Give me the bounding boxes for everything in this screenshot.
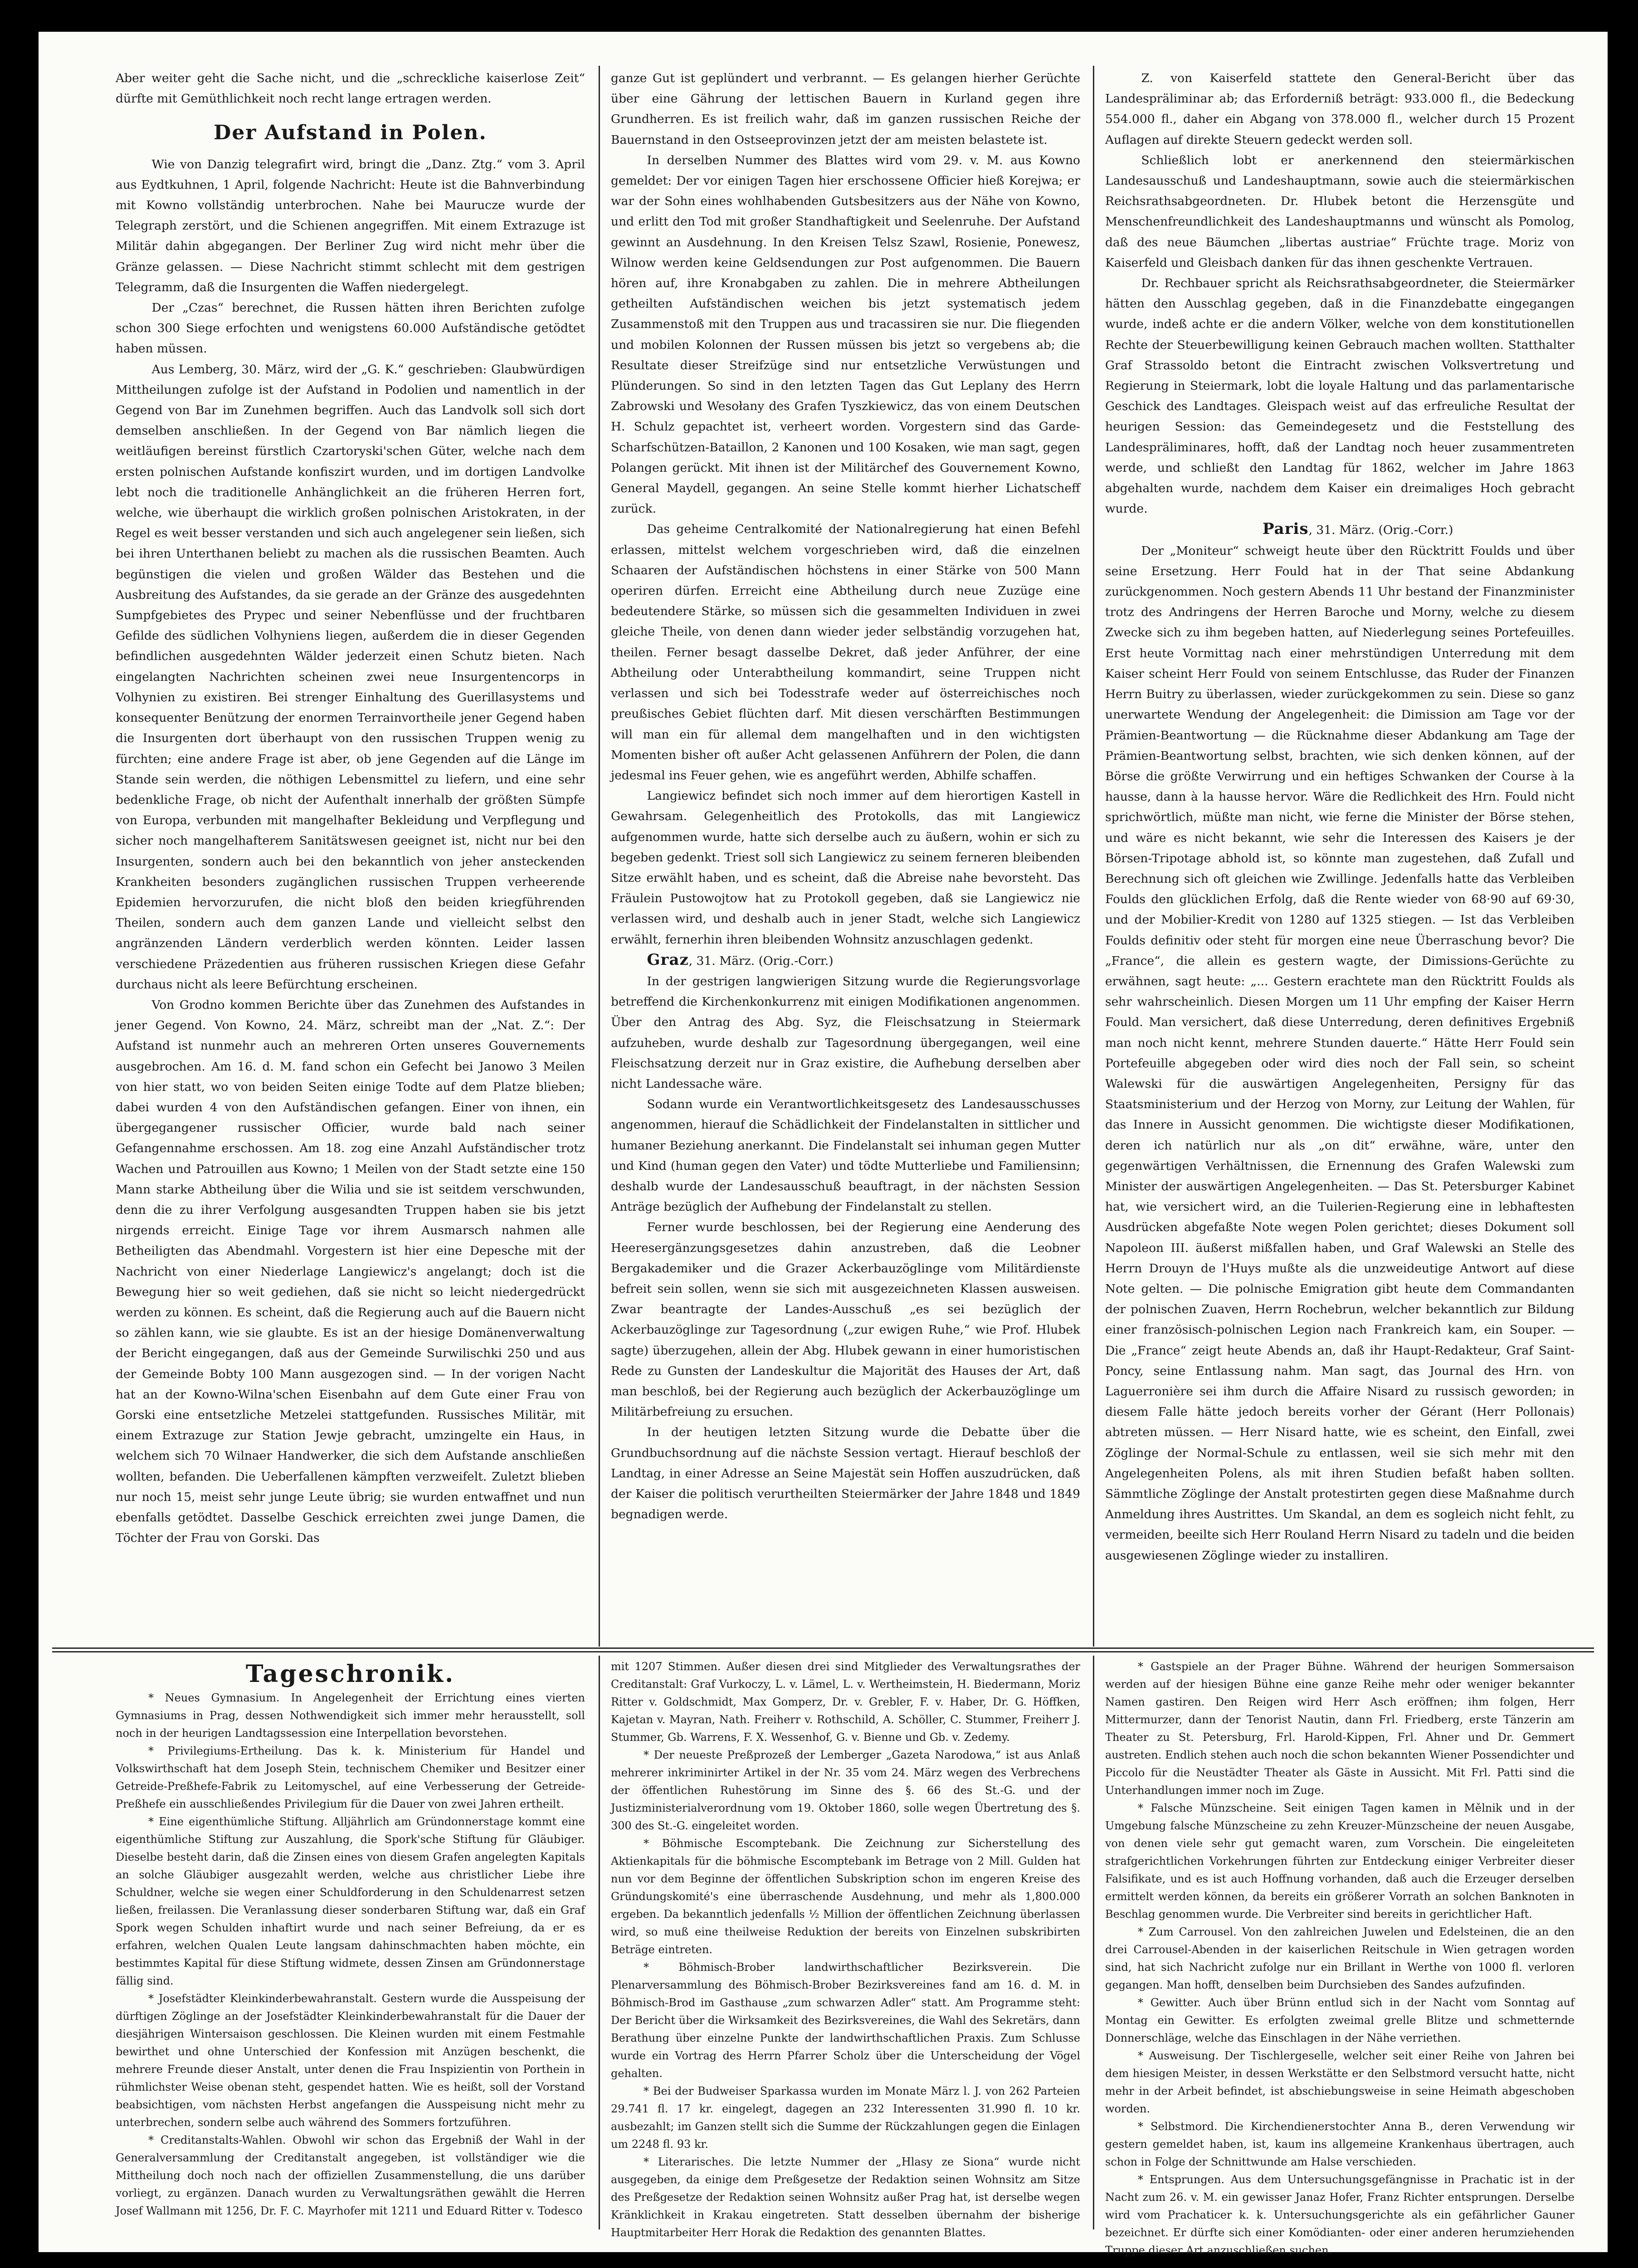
dateline-place: Graz <box>647 950 689 969</box>
chronicle-item: * Böhmisch-Brober landwirthschaftlicher Bezirksverein. Die Plenarversammlung des Böhmisch-Brober Bezirksvereines fand am 16. d. M. in Böhmisch-Brod im Gasthause „zum schwarzen Adler“ statt. Am Programme steht: Der Bericht über die Wirksamkeit des Bezirksvereines, die Wahl des Sekretärs, dann Berathung über einzelne Punkte der landwirthschaftlichen Praxis. Zum Schlusse wurde ein Vortrag des Herrn Pfarrer Scholz über die Unterscheidung der Vögel gehalten. <box>611 1961 1080 2080</box>
paragraph: Das geheime Centralkomité der Nationalregierung hat einen Befehl erlassen, mittelst welchem vorgeschrieben wird, daß die einzelnen Schaaren der Aufständischen höchstens in einer Stärke von 500 Mann operiren dürfen. Erreicht eine Abtheilung durch neue Zuzüge eine bedeutendere Stärke, so müssen sich die gesammelten Individuen in zwei gleiche Theile, von denen dann wieder jeder selbständig vorzugehen hat, theilen. Ferner besagt dasselbe Dekret, daß jeder Anführer, der eine Abtheilung oder Unterabtheilung kommandirt, seine Truppen nicht verlassen und sich bei Todesstrafe weder auf österreichisches noch preußisches Gebiet flüchten darf. Mit diesen verschärften Bestimmungen will man ein für allemal dem mangelhaften und in den wichtigsten Momenten bisher oft außer Acht gelassenen Anführern der Polen, die dann jedesmal ins Feuer gehen, wie es angeführt werden, Abhilfe schaffen. <box>611 522 1080 782</box>
dateline <box>1105 519 1575 540</box>
chronicle-item: * Falsche Münzscheine. Seit einigen Tagen kamen in Mělnik und in der Umgebung falsche Münzscheine zu zehn Kreuzer-Münzscheine der neuen Ausgabe, von denen viele sehr gut gemacht waren, zum Vorschein. Die eingeleiteten strafgerichtlichen Vorkehrungen führten zur Entdeckung einiger Verbreiter dieser Falsifikate, und es ist auch Hoffnung vorhanden, daß auch die Erzeuger derselben ermittelt werden können, da bereits ein größerer Vorrath an solchen Banknoten in Beschlag genommen wurde. Die Verbreiter sind bereits in gerichtlicher Haft. <box>1105 1802 1575 1921</box>
section-heading: Tageschronik. <box>245 1660 455 1688</box>
paragraph: Dr. Rechbauer spricht als Reichsrathsabgeordneter, die Steiermärker hätten den Ausschlag gegeben, daß in die Finanzdebatte eingegangen wurde, indeß achte er die andern Völker, welche von dem konstitutionellen Rechte der Steuerbewilligung keinen Gebrauch machen wollten. Statthalter Graf Strassoldo betont die Eintracht zwischen Volksvertretung und Regierung in Steiermark, lobt die loyale Haltung und das parlamentarische Geschick des Landtages. Gleispach weist auf das erfreuliche Resultat der heurigen Session: das Gemeindegesetz und die Feststellung des Landespräliminares, hofft, daß der Landtag noch heuer zusammentreten werde, und schließt den Landtag für 1862, welcher im Jahre 1863 abgehalten wurde, nachdem dem Kaiser ein dreimaliges Hoch gebracht wurde. <box>1105 276 1575 516</box>
paragraph: In derselben Nummer des Blattes wird vom 29. v. M. aus Kowno gemeldet: Der vor einigen Tagen hier erschossene Officier hieß Korejwa; er war der Sohn eines wohlhabenden Gutsbesitzers aus der Nähe von Kowno, und erlitt den Tod mit großer Standhaftigkeit und Seelenruhe. Der Aufstand gewinnt an Ausdehnung. In den Kreisen Telsz Szawl, Rosienie, Ponewesz, Wilnow werden keine Geldsendungen zur Post aufgenommen. Die Bauern hören auf, ihre Kronabgaben zu zahlen. Die in mehrere Abtheilungen getheilten Aufständischen weichen bis jetzt systematisch jedem Zusammenstoß mit den Truppen aus und tracassiren sie nur. Die fliegenden und mobilen Kolonnen der Russen müssen bis jetzt so vergebens ab; die Resultate dieser Streifzüge sind nur entsetzliche Verwüstungen und Plünderungen. So sind in den letzten Tagen das Gut Leplany des Herrn Zabrowski und Wesołany des Grafen Tyszkiewicz, das von einem Deutschen H. Schulz gepachtet ist, verheert worden. Vorgestern sind das Garde-Scharfschützen-Bataillon, 2 Kanonen und 100 Kosaken, wie man sagt, gegen Polangen gerückt. Mit ihnen ist der Militärchef des Gouvernement Kowno, General Maydell, gegangen. An seine Stelle kommt hierher Lichatscheff zurück. <box>611 153 1080 516</box>
chronicle-item: * Böhmische Escomptebank. Die Zeichnung zur Sicherstellung des Aktienkapitals für die böhmische Escomptebank im Betrage von 2 Mill. Gulden hat nun vor dem Beginne der öffentlichen Subskription schon im engeren Kreise des Gründungskomité's eine überraschende Ausdehnung, und mehr als 1,800.000 ergeben. Da bekanntlich jedenfalls ½ Million der öffentlichen Zeichnung überlassen wird, so muß eine theilweise Reduktion der bereits von Einzelnen subskribirten Beträge eintreten. <box>611 1837 1080 1956</box>
chronicle-item: * Neues Gymnasium. In Angelegenheit der Errichtung eines vierten Gymnasiums in Prag, dessen Nothwendigkeit sich immer mehr herausstellt, soll noch in der heurigen Landtagssession eine Interpellation bevorstehen. <box>116 1691 585 1740</box>
column-divider <box>1093 66 1094 1647</box>
paragraph: In der heutigen letzten Sitzung wurde die Debatte über die Grundbuchsordnung auf die nächste Session vertagt. Hierauf beschloß der Landtag, in einer Adresse an Seine Majestät sein Hoffen auszudrücken, daß der Kaiser die politisch verurtheilten Steiermärker der Jahre 1848 und 1849 begnadigen werde. <box>611 1425 1080 1522</box>
paragraph: Wie von Danzig telegrafirt wird, bringt die „Danz. Ztg.“ vom 3. April aus Eydtkuhnen, 1 April, folgende Nachricht: Heute ist die Bahnverbindung mit Kowno vollständig unterbrochen. Nahe bei Maurucze wurde der Telegraph zerstört, und die Schienen angegriffen. Mit einem Extrazuge ist Militär dahin abgegangen. Der Berliner Zug wird nicht mehr über die Gränze gelassen. — Diese Nachricht stimmt schlecht mit dem gestrigen Telegramm, daß die Insurgenten die Waffen niedergelegt. <box>116 157 585 294</box>
article-heading: Der Aufstand in Polen. <box>214 121 487 145</box>
paragraph: Schließlich lobt er anerkennend den steiermärkischen Landesausschuß und Landeshauptmann, sowie auch die steiermärkischen Reichsrathsabgeordneten. Dr. Hlubek betont die Herzensgüte und Menschenfreundlichkeit des Landeshauptmanns und wünscht als Pomolog, daß des neue Bäumchen „libertas austriae“ Früchte trage. Moriz von Kaiserfeld und Gleisbach danken für das ihnen geschenkte Vertrauen. <box>1105 153 1575 270</box>
paragraph: In der gestrigen langwierigen Sitzung wurde die Regierungsvorlage betreffend die Kirchenkonkurrenz mit einigen Modifikationen angenommen. Über den Antrag des Abg. Syz, die Fleischsatzung in Steiermark aufzuheben, wurde deshalb zur Tagesordnung übergegangen, weil eine Fleischsatzung derzeit nur in Graz existire, die Aufhebung derselben aber nicht Landessache wäre. <box>611 974 1080 1091</box>
column-2 <box>611 68 1080 1644</box>
paragraph: Langiewicz befindet sich noch immer auf dem hierortigen Kastell in Gewahrsam. Gelegenheitlich des Protokolls, das mit Langiewicz aufgenommen wurde, hatte sich derselbe auch zu äußern, wohin er sich zu begeben gedenkt. Triest soll sich Langiewicz zu seinem ferneren bleibenden Sitze erwählt haben, und es scheint, daß die Abreise nahe bevorsteht. Das Fräulein Pustowojtow hat zu Protokoll gegeben, daß sie Langiewicz nie verlassen wird, und deshalb auch in jener Stadt, welche sich Langiewicz erwählt, fernerhin ihren bleibenden Wohnsitz anzuschlagen gedenkt. <box>611 789 1080 947</box>
chronicle-item: * Selbstmord. Die Kirchendienerstochter Anna B., deren Verwendung wir gestern gemeldet haben, ist, kaum ins allgemeine Krankenhaus übertragen, auch schon in Folge der Schnittwunde am Halse verschieden. <box>1105 2120 1575 2168</box>
section-divider <box>52 1647 1594 1649</box>
column-divider <box>1093 1656 1094 2229</box>
column-divider <box>599 1656 600 2229</box>
chronicle-item: * Eine eigenthümliche Stiftung. Alljährlich am Gründonnerstage kommt eine eigenthümliche Stiftung zur Auszahlung, die Spork'sche Stiftung für Gläubiger. Dieselbe besteht darin, daß die Zinsen eines von diesem Grafen angelegten Kapitals an solche Gläubiger ausgezahlt werden, welche aus christlicher Liebe ihre Schuldner, welche sie wegen einer Schuldforderung in den Schuldenarrest setzen ließen, freilassen. Die Veranlassung dieser sonderbaren Stiftung war, daß ein Graf Spork wegen Schulden inhaftirt wurde und nach seiner Befreiung, da er es erfahren, welchen Qualen Leute langsam dahinschmachten haben möchte, ein bestimmtes Kapital für diese Stiftung widmete, dessen Zinsen am Gründonnerstage fällig sind. <box>116 1815 585 1987</box>
dateline-date: , 31. März. (Orig.-Corr.) <box>1308 523 1453 538</box>
column-divider <box>599 66 600 1647</box>
chronicle-item: * Literarisches. Die letzte Nummer der „Hlasy ze Siona“ wurde nicht ausgegeben, da einige dem Preßgesetze der Redaktion seinen Wohnsitz am Sitze des Preßgesetze der Redaktion seinen Wohnsitz außer Prag hat, ist derselbe wegen Kränklichkeit in Krakau eingetreten. Statt desselben übernahm der bisherige Hauptmitarbeiter Herr Horak die Redaktion des genannten Blattes. <box>611 2156 1080 2239</box>
paragraph: Aber weiter geht die Sache nicht, und die „schreckliche kaiserlose Zeit“ dürfte mit Gemüthlichkeit noch recht lange ertragen werden. <box>116 71 585 106</box>
column-3 <box>1105 68 1575 1644</box>
chronicle-item: * Josefstädter Kleinkinderbewahranstalt. Gestern wurde die Ausspeisung der dürftigen Zöglinge an der Josefstädter Kleinkinderbewahranstalt für die Dauer der diesjährigen Wintersaison geschlossen. Die Kleinen wurden mit einem Festmahle bewirthet und ohne Unterschied der Konfession mit Anzügen beschenkt, die mehrere Freunde dieser Anstalt, unter denen die Frau Inspizientin von Porthein in rühmlichster Weise obenan steht, gespendet hatten. Wie es heißt, soll der Vorstand beabsichtigen, vom nächsten Herbst angefangen die Ausspeisung nicht mehr zu unterbrechen, sondern selbe auch während des Sommers fortzuführen. <box>116 1992 585 2129</box>
chronicle-item: mit 1207 Stimmen. Außer diesen drei sind Mitglieder des Verwaltungsrathes der Creditanstalt: Graf Vurkoczy, L. v. Lämel, L. v. Wertheimstein, H. Biedermann, Moriz Ritter v. Goldschmidt, Max Gomperz, Dr. v. Grebler, F. v. Haber, Dr. G. Höffken, Kajetan v. Mayran, Nath. Freiherr v. Rothschild, A. Schöller, C. Stummer, Freiherr J. Stummer, Gb. Warrens, F. X. Wessenhof, G. v. Bienne und Gb. v. Zedemy. <box>611 1660 1080 1744</box>
chronicle-item: * Gewitter. Auch über Brünn entlud sich in der Nacht vom Sonntag auf Montag ein Gewitter. Es erfolgten zweimal grelle Blitze und schmetternde Donnerschläge, welche das Einschlagen in der Nähe verriethen. <box>1105 1996 1575 2044</box>
paragraph: Der „Czas“ berechnet, die Russen hätten ihren Berichten zufolge schon 300 Siege erfochten und wenigstens 60.000 Aufständische getödtet haben müssen. <box>116 301 585 356</box>
paragraph: Von Grodno kommen Berichte über das Zunehmen des Aufstandes in jener Gegend. Von Kowno, 24. März, schreibt man der „Nat. Z.“: Der Aufstand ist nunmehr auch an mehreren Orten unseres Gouvernements ausgebrochen. Am 16. d. M. fand schon ein Gefecht bei Janowo 3 Meilen von hier statt, wo von beiden Seiten einige Todte auf dem Platze blieben; dabei wurden 4 von den Aufständischen gefangen. Einer von ihnen, ein übergegangener russischer Officier, wurde bald nach seiner Gefangennahme erschossen. Am 18. zog eine Anzahl Aufständischer trotz Wachen und Patrouillen aus Kowno; 1 Meilen von der Stadt setzte eine 150 Mann starke Abtheilung über die Wilia und sie ist seitdem verschwunden, denn die zu ihrer Verfolgung ausgesandten Truppen haben sie bis jetzt nirgends erreicht. Einige Tage vor ihrem Ausmarsch nahmen alle Betheiligten das Abendmahl. Vorgestern ist hier eine Depesche mit der Nachricht von einer Niederlage Langiewicz's angelangt; doch ist die Bewegung hier so weit gediehen, daß sie nicht so leicht niedergedrückt werden zu können. Es scheint, daß die Regierung auch auf die Bauern nicht so zählen kann, wie sie glaubte. Es ist an der hiesige Domänenverwaltung der Bericht eingegangen, daß aus der Gemeinde Surwilischki 250 und aus der Gemeinde Bobty 100 Mann ausgezogen sind. — In der vorigen Nacht hat an der Kowno-Wilna'schen Eisenbahn auf dem Gute einer Frau von Gorski eine entsetzliche Metzelei stattgefunden. Russisches Militär, mit einem Extrazuge zur Station Jewje gebracht, umzingelte ein Haus, in welchem sich 70 Wilnaer Handwerker, die sich dem Aufstande anschließen wollten, befanden. Die Ueberfallenen kämpften verzweifelt. Zuletzt blieben nur noch 15, meist sehr junge Leute übrig; sie wurden entwaffnet und nun ebenfalls getödtet. Dasselbe Geschick erreichten zwei junge Damen, die Töchter der Frau von Gorski. Das <box>116 997 585 1545</box>
chronicle-item: * Entsprungen. Aus dem Untersuchungsgefängnisse in Prachatic ist in der Nacht zum 26. v. M. ein gewisser Janaz Hofer, Franz Richter entsprungen. Derselbe wird vom Prachaticer k. k. Untersuchungsgerichte als ein gefährlicher Gauner bezeichnet. Er dürfte sich einer Komödianten- oder einer anderen herumziehenden Truppe dieser Art anzuschließen suchen. <box>1105 2173 1575 2257</box>
paragraph: Aus Lemberg, 30. März, wird der „G. K.“ geschrieben: Glaubwürdigen Mittheilungen zufolge ist der Aufstand in Podolien und namentlich in der Gegend von Bar im Zunehmen begriffen. Auch das Landvolk soll sich dort demselben anschließen. In der Gegend von Bar nämlich liegen die weitläufigen bereinst fürstlich Czartoryski'schen Güter, welche nach dem ersten polnischen Aufstande konfiszirt wurden, und im dortigen Landvolke lebt noch die traditionelle Anhänglichkeit an die früheren Herren fort, welche, wie überhaupt die wirklich großen polnischen Aristokraten, in der Regel es weit besser verstanden und sich auch angelegener sein ließen, sich bei ihren Unterthanen beliebt zu machen als die russischen Beamten. Auch begünstigen die vielen und großen Wälder das Bestehen und die Ausbreitung des Aufstandes, da sie gerade an der Gränze des ausgedehnten Sumpfgebietes des Prypec und seiner Nebenflüsse und der fruchtbaren Gefilde des südlichen Volhyniens liegen, außerdem die in dieser Gegenden befindlichen ausgedehnten Wälder jederzeit einen Schutz bieten. Nach eingelangten Nachrichten scheinen zwei neue Insurgentencorps in Volhynien zu existiren. Bei strenger Einhaltung des Guerillasystems und konsequenter Benützung der enormen Terrainvortheile jener Gegend haben die Insurgenten dort überhaupt von den russischen Truppen wenig zu fürchten; eine andere Frage ist aber, ob jene Gegenden auf die Länge im Stande sein werden, die nöthigen Lebensmittel zu liefern, und eine sehr bedenkliche Frage, ob nicht der Aufenthalt innerhalb der größten Sümpfe von Europa, verbunden mit mangelhafter Bekleidung und Verpflegung und sicher noch mangelhafterem Sanitätswesen geeignet ist, nicht nur bei den Insurgenten, sondern auch bei den bekanntlich von jeher ansteckenden Krankheiten besonders zugänglichen russischen Truppen verheerende Epidemien hervorzurufen, die nicht bloß den beiden kriegführenden Theilen, sondern auch dem ganzen Lande und vielleicht selbst den angränzenden Ländern verderblich werden könnten. Leider lassen verschiedene Präzedentien aus früheren russischen Kriegen diese Gefahr durchaus nicht als leere Befürchtung erscheinen. <box>116 362 585 992</box>
chronicle-item: * Zum Carrousel. Von den zahlreichen Juwelen und Edelsteinen, die an den drei Carrousel-Abenden in der kaiserlichen Reitschule in Wien getragen worden sind, hat sich Nachricht zufolge nur ein Brillant in Werthe von 1000 fl. verloren gegangen. Man hofft, denselben beim Durchsieben des Sandes aufzufinden. <box>1105 1926 1575 1991</box>
paragraph: Der „Moniteur“ schweigt heute über den Rücktritt Foulds und über seine Ersetzung. Herr Fould hat in der That seine Abdankung zurückgenommen. Noch gestern Abends 11 Uhr bestand der Finanzminister trotz des Andringens der Herren Baroche und Morny, welche zu diesem Zwecke sich zu ihm begeben hatten, auf Niederlegung seines Portefeuilles. Erst heute Vormittag nach einer mehrstündigen Unterredung mit dem Kaiser scheint Herr Fould von seinem Entschlusse, das Ruder der Finanzen Herrn Buitry zu überlassen, wieder zurückgekommen zu sein. Diese so ganz unerwartete Wendung der Angelegenheit: die Dimission am Tage vor der Prämien-Beantwortung — die Rücknahme dieser Abdankung am Tage der Prämien-Beantwortung selbst, brachten, wie sich denken können, auf der Börse die größte Verwirrung und ein heftiges Schwanken der Course à la hausse, dann à la hausse hervor. Wäre die Redlichkeit des Hrn. Fould nicht sprichwörtlich, müßte man nicht, wie ferne die Minister der Börse stehen, und wäre es nicht bekannt, wie sehr die Interessen des Kaisers je der Börsen-Tripotage abhold ist, so könnte man zugestehen, daß Zufall und Berechnung sich oft gleichen wie Zwillinge. Jedenfalls hatte das Verbleiben Foulds den glücklichen Erfolg, daß die Rente wieder von 68·90 auf 69·30, und der Mobilier-Kredit von 1280 auf 1325 stiegen. — Ist das Verbleiben Foulds definitiv oder steht für morgen eine neue Überraschung bevor? Die „France“, die allein es gestern wagte, der Dimissions-Gerüchte zu erwähnen, sagt heute: „... Gestern erachtete man den Rücktritt Foulds als sehr wahrscheinlich. Diesen Morgen um 11 Uhr empfing der Kaiser Herrn Fould. Man versichert, daß diese Unterredung, deren definitives Ergebniß man noch nicht kennt, mehrere Stunden dauerte.“ Hätte Herr Fould sein Portefeuille abgegeben oder wird dies noch der Fall sein, so scheint Walewski für die auswärtigen Angelegenheiten, Persigny für das Staatsministerium und der Herzog von Morny, zur Leitung der Wahlen, für das Innere in Aussicht genommen. Die wichtigste dieser Modifikationen, deren ich natürlich nur als „on dit“ erwähne, wäre, unter den gegenwärtigen Verhältnissen, die Ernennung des Grafen Walewski zum Minister der auswärtigen Angelegenheiten. — Das St. Petersburger Kabinet hat, wie versichert wird, an die Tuilerien-Regierung eine in lebhaftesten Ausdrücken abgefaßte Note wegen Polen gerichtet; dieses Dokument soll Napoleon III. äußerst mißfallen haben, und Graf Walewski an Stelle des Herrn Drouyn de l'Huys mußte als die unzweideutige Antwort auf diese Note gelten. — Die polnische Emigration gibt heute dem Commandanten der polnischen Zuaven, Herrn Rochebrun, welcher bekanntlich zur Bildung einer französisch-polnischen Legion nach Frankreich kam, ein Souper. — Die „France“ zeigt heute Abends an, daß ihr Haupt-Redakteur, Graf Saint-Poncy, seine Entlassung nahm. Man sagt, das Journal des Hrn. von Laguerronière sei ihm durch die Affaire Nisard zu russisch geworden; in diesem Falle hätte jedoch bereits vorher der Gérant (Herr Pollonais) abtreten müssen. — Herr Nisard hatte, wie es scheint, den Einfall, zwei Zöglinge der Normal-Schule zu entlassen, weil sie sich mehr mit den Angelegenheiten Polens, als mit ihren Studien befaßt haben sollten. Sämmtliche Zöglinge der Anstalt protestirten gegen diese Maßnahme durch Anmeldung ihres Austrittes. Um Skandal, an dem es sogleich nicht fehlt, zu vermeiden, beeilte sich Herr Rouland Herrn Nisard zu tadeln und die beiden ausgewiesenen Zöglinge wieder zu installiren. <box>1105 543 1575 1563</box>
tageschronik-column-2 <box>611 1658 1080 2239</box>
tageschronik-column-3 <box>1105 1658 1575 2257</box>
chronicle-item: * Ausweisung. Der Tischlergeselle, welcher seit einer Reihe von Jahren bei dem hiesigen Meister, in dessen Werkstätte er den Selbstmord versucht hatte, nicht mehr in der Arbeit befindet, ist abschiebungsweise in seine Heimath abgeschoben worden. <box>1105 2049 1575 2115</box>
paragraph: ganze Gut ist geplündert und verbrannt. — Es gelangen hierher Gerüchte über eine Gährung der lettischen Bauern in Kurland gegen ihre Grundherren. Es ist freilich wahr, daß im ganzen russischen Reiche der Bauernstand in den Ostseeprovinzen jetzt der am meisten belastete ist. <box>611 71 1080 147</box>
chronicle-item: * Bei der Budweiser Sparkassa wurden im Monate März l. J. von 262 Parteien 29.741 fl. 17 kr. eingelegt, dagegen an 232 Interessenten 31.990 fl. 10 kr. ausbezahlt; im Ganzen stellt sich die Summe der Rückzahlungen gegen die Einlagen um 2248 fl. 93 kr. <box>611 2085 1080 2151</box>
paragraph: Sodann wurde ein Verantwortlichkeitsgesetz des Landesausschusses angenommen, hierauf die Schädlichkeit der Findelanstalten in sittlicher und humaner Beziehung anerkannt. Die Findelanstalt sei inhuman gegen Mutter und Kind (human gegen den Vater) und tödte Mutterliebe und Familiensinn; deshalb wurde der Landesausschuß beauftragt, in der nächsten Session Anträge bezüglich der Aufhebung der Findelanstalt zu stellen. <box>611 1097 1080 1214</box>
paragraph: Z. von Kaiserfeld stattete den General-Bericht über das Landespräliminar ab; das Erforderniß beträgt: 933.000 fl., die Bedeckung 554.000 fl., daher ein Abgang von 378.000 fl., welcher durch 15 Prozent Auflagen auf direkte Steuern gedeckt werden soll. <box>1105 71 1575 147</box>
newspaper-page <box>39 32 1608 2257</box>
chronicle-item: * Der neueste Preßprozeß der Lemberger „Gazeta Narodowa,“ ist aus Anlaß mehrerer inkriminirter Artikel in der Nr. 35 vom 24. März wegen des Verbrechens der öffentlichen Ruhestörung im Sinne des §. 66 des St.-G. und der Justizministerialverordnung vom 19. Oktober 1860, solle wegen Übertretung des §. 300 des St.-G. eingeleitet worden. <box>611 1749 1080 1832</box>
chronicle-item: * Gastspiele an der Prager Bühne. Während der heurigen Sommersaison werden auf der hiesigen Bühne eine ganze Reihe mehr oder weniger bekannter Namen gastiren. Den Reigen wird Herr Asch eröffnen; ihm folgen, Herr Mittermurzer, dann der Tenorist Nautin, dann Frl. Friedberg, erste Tänzerin am Theater zu St. Petersburg, Frl. Harold-Kippen, Frl. Ahner und Dr. Gemmert austreten. Endlich stehen auch noch die schon bekannten Wiener Possendichter und Piccolo für die Neustädter Theater als Gäste in Aussicht. Mit Frl. Patti sind die Unterhandlungen immer noch im Zuge. <box>1105 1660 1575 1797</box>
dateline-place: Paris <box>1263 520 1309 538</box>
chronicle-item: * Privilegiums-Ertheilung. Das k. k. Ministerium für Handel und Volkswirthschaft hat dem Joseph Stein, technischem Chemiker und Besitzer einer Getreide-Preßhefe-Fabrik zu Leitomyschel, auf eine Verbesserung der Getreide-Preßhefe ein ausschließendes Privilegium für die Dauer von zwei Jahren ertheilt. <box>116 1745 585 1810</box>
column-1 <box>116 68 585 1644</box>
section-divider <box>52 1651 1594 1652</box>
chronicle-item: * Creditanstalts-Wahlen. Obwohl wir schon das Ergebniß der Wahl in der Generalversammlung der Creditanstalt angegeben, ist vollständiger wie die Mittheilung doch noch nach der offiziellen Zusammenstellung, die uns darüber vorliegt, zu ergänzen. Danach wurden zu Verwaltungsräthen gewählt die Herren Josef Wallmann mit 1256, Dr. F. C. Mayrhofer mit 1211 und Eduard Ritter v. Todesco <box>116 2134 585 2217</box>
dateline <box>611 950 1080 971</box>
tageschronik-column-1 <box>116 1658 585 2225</box>
dateline-date: , 31. März. (Orig.-Corr.) <box>688 953 834 968</box>
paragraph: Ferner wurde beschlossen, bei der Regierung eine Aenderung des Heeresergänzungsgesetzes dahin anzustreben, daß die Leobner Bergakademiker und die Grazer Ackerbauzöglinge vom Militärdienste befreit sein sollen, wenn sie sich mit ausgezeichneten Klassen ausweisen. Zwar beantragte der Landes-Ausschuß „es sei bezüglich der Ackerbauzöglinge zur Tagesordnung („zur ewigen Ruhe,“ wie Prof. Hlubek sagte) überzugehen, allein der Abg. Hlubek gewann in einer humoristischen Rede zu Gunsten der Landeskultur die Majorität des Hauses der Art, daß man beschloß, bei der Regierung auch bezüglich der Ackerbauzöglinge um Militärbefreiung zu ersuchen. <box>611 1220 1080 1419</box>
